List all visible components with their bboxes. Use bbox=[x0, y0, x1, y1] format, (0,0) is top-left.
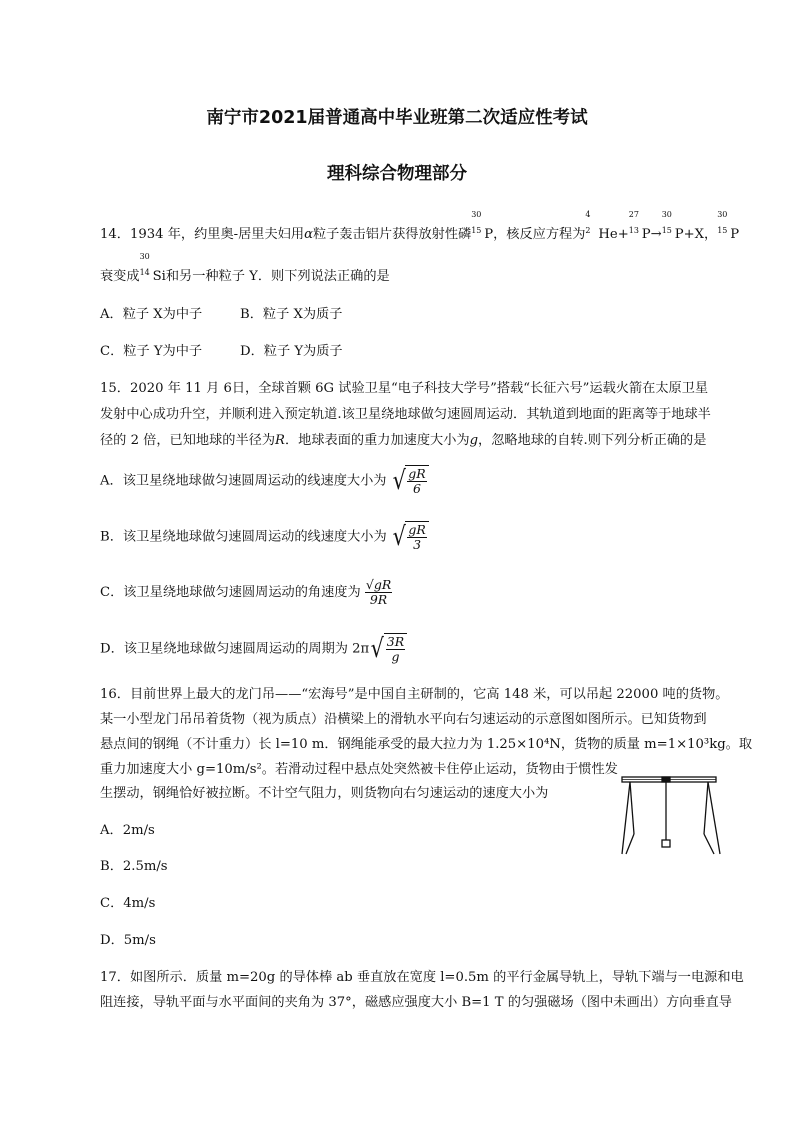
trolley bbox=[662, 777, 670, 782]
q16-option-c: C．4m/s bbox=[100, 896, 156, 911]
q16-option-d: D．5m/s bbox=[100, 933, 156, 948]
q16-stem-line1: 16．目前世界上最大的龙门吊——“宏海号”是中国自主研制的，它高 148 米，可以吊起 22000 吨的货物。 bbox=[100, 687, 729, 702]
nuclide-si30: 30 14 bbox=[139, 252, 150, 277]
sqrt-expression: √ $\frac{gR}{3}$ bbox=[391, 521, 429, 553]
q14-option-a: A．粒子 X为中子 bbox=[100, 307, 203, 322]
nuclide-p30-product: 30 15 bbox=[661, 210, 672, 235]
q16-option-a: A．2m/s bbox=[100, 823, 155, 838]
q15-option-c: C．该卫星绕地球做匀速圆周运动的角速度为 $\frac{√gR}{9R}$ bbox=[100, 577, 392, 607]
q16-stem-line5: 生摆动，钢绳恰好被拉断。不计空气阻力，则货物向右匀速运动的速度大小为 bbox=[100, 786, 549, 801]
q16-option-b: B．2.5m/s bbox=[100, 859, 168, 874]
q15-stem-line3: 径的 2 倍，已知地球的半径为R．地球表面的重力加速度大小为g，忽略地球的自转.则下列分析正确的是 bbox=[100, 433, 707, 448]
nuclide-al27: 27 13 bbox=[628, 210, 639, 235]
q15-stem-line1: 15．2020 年 11 月 6日，全球首颗 6G 试验卫星“电子科技大学号”搭载“长征六号”运载火箭在太原卫星 bbox=[100, 381, 709, 396]
q17-stem-line2: 阻连接，导轨平面与水平面间的夹角为 37°，磁感应强度大小 B=1 T 的匀强磁场（图中未画出）方向垂直导 bbox=[100, 995, 732, 1010]
q16-stem-line2: 某一小型龙门吊吊着货物（视为质点）沿横梁上的滑轨水平向右匀速运动的示意图如图所示。已知货物到 bbox=[100, 712, 707, 727]
q17-stem-line1: 17．如图所示．质量 m=20g 的导体棒 ab 垂直放在宽度 l=0.5m 的平行金属导轨上，导轨下端与一电源和电 bbox=[100, 970, 744, 985]
fraction-expression: $\frac{√gR}{9R}$ bbox=[365, 577, 392, 607]
gantry-crane-diagram bbox=[620, 776, 724, 858]
q14-stem-line2: 衰变成 30 14 Si和另一种粒子 Y．则下列说法正确的是 bbox=[100, 252, 390, 284]
left-leg-outer bbox=[622, 782, 630, 854]
nuclide-he4: 4 2 bbox=[585, 210, 591, 235]
page-subtitle: 理科综合物理部分 bbox=[327, 164, 467, 184]
right-leg-inner bbox=[704, 782, 708, 834]
nuclide-p30-decay: 30 15 bbox=[717, 210, 728, 235]
nuclide-p30: 30 15 bbox=[471, 210, 482, 235]
q16-stem-line3: 悬点间的钢绳（不计重力）长 l=10 m．钢绳能承受的最大拉力为 1.25×10⁴N，货物的质量 m=1×10³kg。取 bbox=[100, 737, 753, 752]
left-leg-inner bbox=[630, 782, 634, 834]
cargo bbox=[662, 840, 670, 847]
q15-option-a: A．该卫星绕地球做匀速圆周运动的线速度大小为 √ $\frac{gR}{6}$ bbox=[100, 465, 429, 497]
q14-option-c: C．粒子 Y为中子 bbox=[100, 344, 203, 359]
q15-option-b: B．该卫星绕地球做匀速圆周运动的线速度大小为 √ $\frac{gR}{3}$ bbox=[100, 521, 429, 553]
page-title: 南宁市2021届普通高中毕业班第二次适应性考试 bbox=[206, 108, 588, 128]
q14-option-d: D．粒子 Y为质子 bbox=[240, 344, 343, 359]
q16-stem-line4: 重力加速度大小 g=10m/s²。若滑动过程中悬点处突然被卡住停止运动，货物由于惯性发 bbox=[100, 762, 618, 777]
q14-stem-line1: 14．1934 年，约里奥-居里夫妇用α粒子轰击铝片获得放射性磷 30 15 P，核反应方程为 4 2 He+ 27 13 P→ 30 15 P+X， 30 15 P bbox=[100, 210, 740, 242]
right-leg-outer bbox=[708, 782, 720, 854]
sqrt-expression: √ $\frac{3R}{g}$ bbox=[369, 633, 407, 665]
q15-stem-line2: 发射中心成功升空，并顺利进入预定轨道.该卫星绕地球做匀速圆周运动．其轨道到地面的距离等于地球半 bbox=[100, 407, 711, 422]
sqrt-expression: √ $\frac{gR}{6}$ bbox=[391, 465, 429, 497]
q15-option-d: D．该卫星绕地球做匀速圆周运动的周期为 2π √ $\frac{3R}{g}$ bbox=[100, 633, 407, 665]
q14-option-b: B．粒子 X为质子 bbox=[240, 307, 343, 322]
